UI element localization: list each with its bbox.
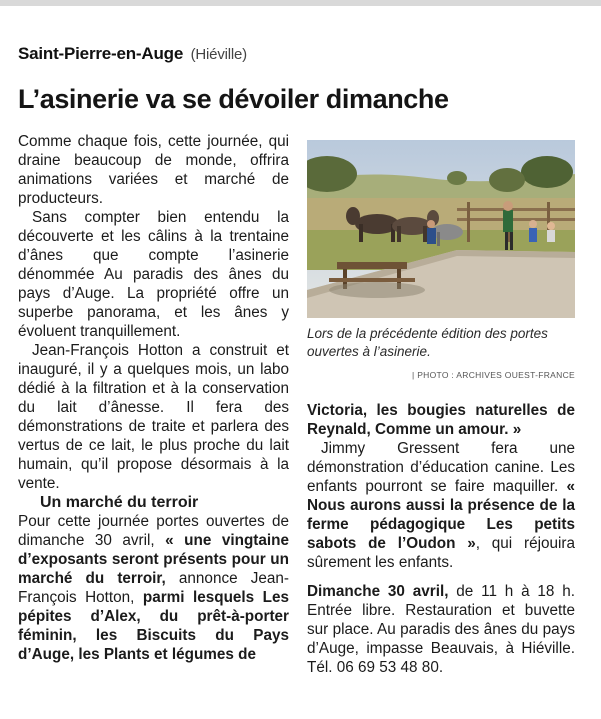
animations-text-a: Jimmy Gressent fera une démonstration d’éducation canine. Les enfants pourront se faire maquiller. <box>307 440 575 495</box>
marche-quote-a: « une vingtaine d’exposants seront présents pour un marché du terroir, <box>18 532 289 587</box>
paragraph-labo: Jean-François Hotton a construit et inauguré, il y a quelques mois, un labo dédié à la filtration et à la conservation du lait d’ânesse. Il fera des démonstrations de traite et parlera des vertus de ce lait, le plus proche du lait humain, qu’il propose désormais à la vente. <box>18 342 289 492</box>
article-photo <box>307 140 575 318</box>
section-subheading: Un marché du terroir <box>40 494 199 511</box>
paragraph-marche <box>18 512 289 664</box>
article-column-2 <box>307 401 575 677</box>
practical-details: de 11 h à 18 h. Entrée libre. Restauration et buvette sur place. Au paradis des ânes du pays d’Auge, impasse Beauvais, à Hiéville. Tél. 06 69 53 48 80. <box>307 583 576 676</box>
marche-text-b: annonce Jean-François Hotton, <box>18 570 289 606</box>
event-date: Dimanche 30 avril, <box>307 583 449 600</box>
paragraph-asinerie: Sans compter bien entendu la découverte et les câlins à la trentaine d’ânes que compte l’asinerie dénommée Au paradis des ânes du pays d’Auge. La propriété offre un superbe panorama, et les ânes y évoluent tranquillement. <box>18 209 289 340</box>
paragraph-exposants-end: Victoria, les bougies naturelles de Reynald, Comme un amour. » <box>307 402 575 438</box>
marche-text-a: Pour cette journée portes ouvertes de dimanche 30 avril, <box>18 513 289 549</box>
paragraph-intro: Comme chaque fois, cette journée, qui draine beaucoup de monde, offrira animations variées et marché de producteurs. <box>18 133 289 207</box>
animations-text-b: , qui réjouira sûrement les enfants. <box>307 535 575 571</box>
practical-info <box>307 582 575 677</box>
marche-quote-b: parmi lesquels Les pépites d’Alex, du prêt-à-porter féminin, les Biscuits du Pays d’Auge, les Plants et légumes de <box>18 589 289 663</box>
article-column-1 <box>18 132 289 664</box>
photo-caption: Lors de la précédente édition des portes ouvertes à l’asinerie. <box>307 326 548 359</box>
location-name: Saint-Pierre-en-Auge <box>18 44 184 63</box>
donkey-farm-photo <box>307 140 575 318</box>
article-headline: L’asinerie va se dévoiler dimanche <box>18 84 449 114</box>
photo-credit: | PHOTO : ARCHIVES OUEST-FRANCE <box>412 370 575 380</box>
sublocation-name: (Hiéville) <box>190 46 247 63</box>
paragraph-animations <box>307 439 575 572</box>
top-rule <box>0 0 601 6</box>
kicker <box>18 44 247 64</box>
animations-quote: « Nous aurons aussi la présence de la ferme pédagogique Les petits sabots de l’Oudon » <box>307 478 575 552</box>
